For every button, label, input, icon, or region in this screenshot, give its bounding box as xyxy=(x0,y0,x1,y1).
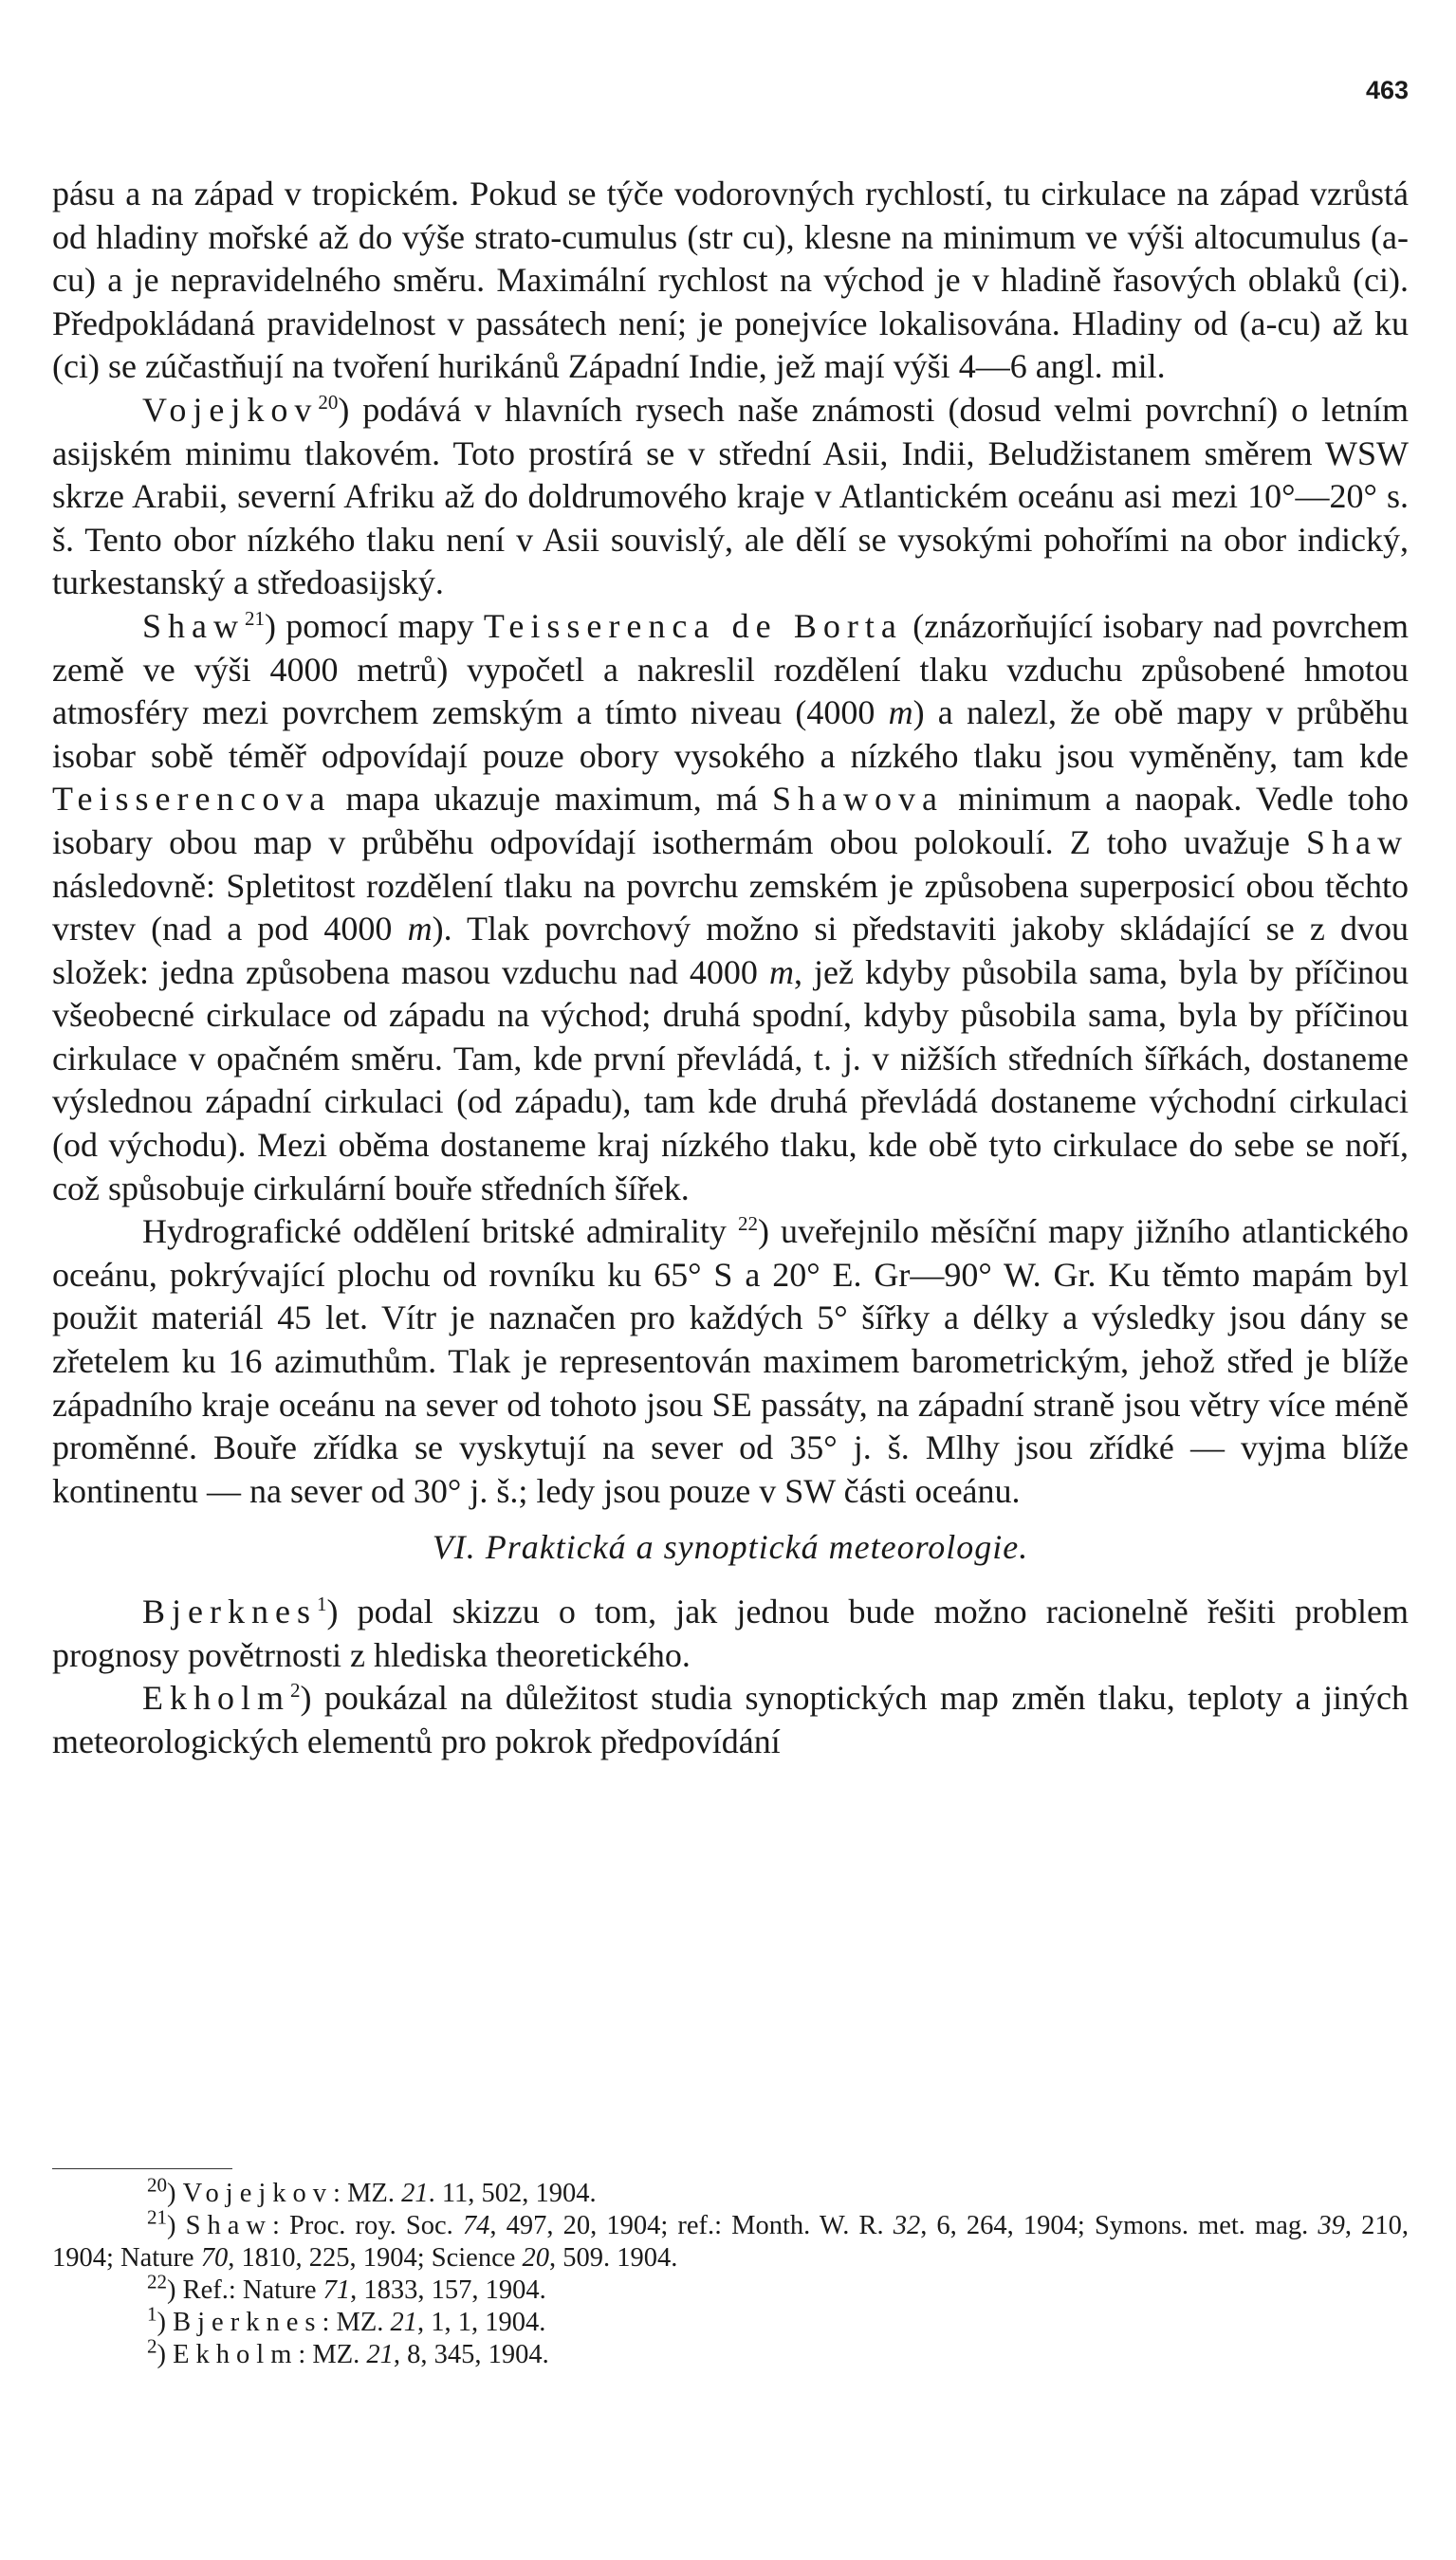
page-number: 463 xyxy=(1365,76,1409,104)
paragraph-bjerknes xyxy=(52,1591,1409,1677)
author-name: Shaw xyxy=(1306,822,1409,861)
footnote-2: $^2$) Ekholm: MZ. 21, 8, 345, 1904. xyxy=(147,2334,549,2369)
footnote-mark: 22 xyxy=(147,2270,167,2293)
text-segment: , 509. 1904. xyxy=(549,2243,678,2273)
text-segment: : Proc. roy. Soc. xyxy=(271,2211,463,2240)
paragraph-ekholm xyxy=(52,1677,1409,1763)
footnote-divider xyxy=(52,2168,232,2169)
paragraph-text: ) podal skizzu o tom, jak jednou bude možno racionelně řešiti problem prognosy povětrnosti z hlediska theoretického. xyxy=(52,1593,1409,1674)
author-name: Shaw xyxy=(185,2211,272,2240)
body-text xyxy=(52,173,1409,1763)
footnote-ref: 2 xyxy=(290,1679,301,1703)
text-segment: , 497, 20, 1904; ref.: Month. W. R. xyxy=(489,2211,894,2240)
text-segment: : MZ. xyxy=(322,2308,391,2337)
author-name: Bjerknes xyxy=(173,2308,323,2337)
author-name: Bjerknes xyxy=(142,1593,317,1630)
footnote-mark: 21 xyxy=(147,2205,167,2229)
text-segment: , 1, 1, 1904. xyxy=(416,2308,546,2337)
text-segment: , 6, 264, 1904; Symons. met. mag. xyxy=(920,2211,1318,2240)
author-name: Ekholm xyxy=(173,2340,299,2369)
text-segment: : MZ. xyxy=(333,2179,402,2208)
footnote-ref: 22 xyxy=(737,1212,758,1236)
footnote-1: $^1$) Bjerknes: MZ. 21, 1, 1, 1904. xyxy=(147,2302,546,2337)
footnote-22 xyxy=(52,2270,1409,2307)
text-segment: : MZ. xyxy=(298,2340,367,2369)
volume: 39 xyxy=(1318,2211,1345,2240)
footnote-21: $^{21}$) Shaw: Proc. roy. Soc. 74, 497, 20, 1904; ref.: Month. W. R. 32, 6, 264, 1904; Symons. met. mag. 39, 210, 1904; Nature 70, 1810, 225, 1904; Science 20, 509. 1904. xyxy=(52,2205,1409,2273)
volume: 32 xyxy=(893,2211,921,2240)
volume: 70 xyxy=(200,2243,229,2273)
footnote-20: $^{20}$) Vojejkov: MZ. 21. 11, 502, 1904. xyxy=(147,2173,597,2208)
footnote-mark: 2 xyxy=(147,2334,157,2358)
unit-metre: m xyxy=(407,910,433,948)
volume: 71 xyxy=(323,2275,351,2305)
volume: 21 xyxy=(366,2340,394,2369)
footnote-ref: 21 xyxy=(245,606,265,630)
text-segment: ) pomocí mapy xyxy=(265,606,484,645)
text-segment: , 8, 345, 1904. xyxy=(393,2340,549,2369)
text-segment: minimum a naopak. Vedle toho isobary obou map v průběhu odpovídají isothermám obou polokoulí. Z toho uvažuje xyxy=(52,780,1409,861)
text-segment: , jež kdyby působila sama, byla by příčinou všeobecné cirkulace od západu na východ; druhá spodní, kdyby působila sama, byla by příčinou cirkulace v opačném směru. Tam, kde první převládá, t. j. v nižších středních šířkách, dostaneme výslednou západní cirkulaci (od západu), tam kde druhá převládá dostaneme východní cirkulaci (od východu). Mezi oběma dostaneme kraj nízkého tlaku, kde obě tyto cirkulace do sebe se noří, což spůsobuje cirkulární bouře středních šířek. xyxy=(52,952,1409,1207)
text-segment: ) Ref.: Nature xyxy=(167,2275,323,2305)
unit-metre: m xyxy=(768,952,794,991)
text-segment: ) a nalezl, že obě mapy v průběhu isobar sobě téměř odpovídají pouze obory vysokého a nízkého tlaku jsou vyměněny, tam kde xyxy=(52,693,1409,775)
author-name: Ekholm xyxy=(142,1679,290,1718)
footnote-mark: 1 xyxy=(147,2302,157,2326)
text-segment: ) uveřejnilo měsíční mapy jižního atlantického oceánu, pokrývající plochu od rovníku ku 65° S a 20° E. Gr—90° W. Gr. Ku těmto mapám byl použit materiál 45 let. Vítr je naznačen pro každých 5° šířky a délky a výsledky jsou dány se zřetelem ku 16 azimuthům. Tlak je representován maximem barometrickým, jehož střed je blíže západního kraje oceánu na sever od tohoto jsou SE passáty, na západní straně jsou větry více méně proměnné. Bouře zřídka se vyskytují na sever od 35° j. š. Mlhy jsou zřídké — vyjma blíže kontinentu — na sever od 30° j. š.; ledy jsou pouze v SW části oceánu. xyxy=(52,1212,1410,1510)
footnote-ref: 1 xyxy=(316,1593,327,1615)
text-segment: . 11, 502, 1904. xyxy=(428,2179,597,2208)
text-segment: , 1810, 225, 1904; Science xyxy=(228,2243,523,2273)
text-segment: , 210, 1904; Nature xyxy=(52,2211,1409,2273)
footnote-mark: 20 xyxy=(147,2173,167,2197)
author-name: Shaw xyxy=(142,606,245,645)
unit-metre: m xyxy=(888,693,913,732)
footnotes xyxy=(52,2173,1409,2371)
footnote-ref: 20 xyxy=(318,390,339,414)
paragraph-admiralty xyxy=(52,1210,1409,1513)
paragraph-vojejkov xyxy=(52,389,1409,605)
paragraph-text: ) podává v hlavních rysech naše známosti (dosud velmi povrchní) o letním asijském minimu tlakovém. Toto prostírá se v střední Asii, Indii, Beludžistanem směrem WSW skrze Arabii, severní Afriku až do doldrumového kraje v Atlantickém oceánu asi mezi 10°—20° s. š. Tento obor nízkého tlaku není v Asii souvislý, ale dělí se vysokými pohořími na obor indický, turkestanský a středoasijský. xyxy=(52,390,1409,602)
paragraph-text: ) poukázal na důležitost studia synoptických map změn tlaku, teploty a jiných meteorologických elementů pro pokrok předpovídání xyxy=(52,1679,1409,1760)
text-segment: následovně: Spletitost rozdělení tlaku na povrchu zemském je způsobena superposicí obou těchto vrstev (nad a pod 4000 xyxy=(52,866,1409,948)
paragraph-shaw xyxy=(52,605,1409,1210)
paragraph-tropical-circulation: pásu a na západ v tropickém. Pokud se týče vodorovných rychlostí, tu cirkulace na západ vzrůstá od hladiny mořské až do výše strato-cumulus (str cu), klesne na minimum ve výši altocumulus (a-cu) a je nepravidelného směru. Maximální rychlost na východ je v hladině řasových oblaků (ci). Předpokládaná pravidelnost v passátech není; je ponejvíce lokalisována. Hladiny od (a-cu) až ku (ci) se zúčastňují na tvoření hurikánů Západní Indie, jež mají výši 4—6 angl. mil. xyxy=(52,175,1409,386)
author-name: Vojejkov xyxy=(182,2179,334,2208)
author-name: Teisserencova xyxy=(52,780,332,819)
text-segment: ). Tlak povrchový možno si představiti jakoby skládající se z dvou složek: jedna způsobena masou vzduchu nad 4000 xyxy=(52,910,1409,991)
volume: 20 xyxy=(522,2243,550,2273)
text-segment: mapa ukazuje maximum, má xyxy=(331,780,772,819)
volume: 74 xyxy=(462,2211,490,2240)
section-heading: VI. Praktická a synoptická meteorologie. xyxy=(432,1528,1029,1567)
text-segment: Hydrografické oddělení britské admirality xyxy=(142,1212,738,1251)
author-name: Shawova xyxy=(772,780,944,819)
author-name: Vojejkov xyxy=(142,390,319,429)
text-segment: , 1833, 157, 1904. xyxy=(350,2275,546,2305)
author-name: Teisserenca de Borta xyxy=(483,606,903,645)
text-segment: (znázorňující isobary nad povrchem země ve výši 4000 metrů) vypočetl a nakreslil rozdělení tlaku vzduchu způsobené hmotou atmosféry mezi povrchem zemským a tímto niveau (4000 xyxy=(52,606,1409,732)
volume: 21 xyxy=(401,2179,429,2208)
volume: 21 xyxy=(390,2308,417,2337)
